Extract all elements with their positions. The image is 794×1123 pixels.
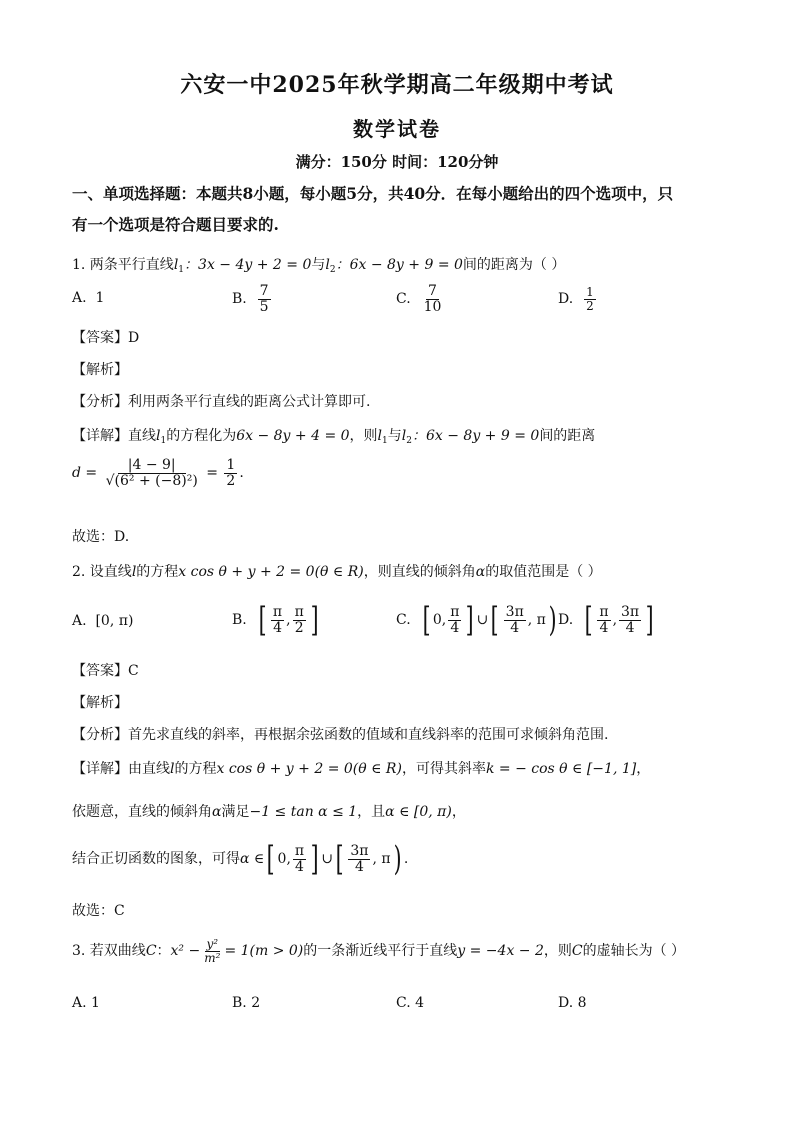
- q1-l1: l: [173, 257, 179, 273]
- q2-suffix2: 的取值范围是（ ）: [485, 564, 602, 580]
- q2-line2-ineq: −1 ≤ tan α ≤ 1: [249, 804, 358, 820]
- q2-detail-prefix: 【详解】由直线: [72, 761, 170, 777]
- q1-analysis-label: 【解析】: [72, 362, 128, 378]
- q1-option-c-frac: $\frac{7}{10}$: [423, 283, 442, 315]
- q2-option-c-rb1: ]: [466, 600, 475, 640]
- q2-option-c-pi: , π: [527, 612, 546, 628]
- q2-detail-end: ，: [636, 761, 651, 777]
- q2-option-c-rb2: ): [548, 600, 557, 640]
- q2-option-c-f2: $\frac{3\pi}{4}$: [505, 603, 524, 636]
- q3-line: y = −4x − 2: [457, 943, 544, 960]
- q3-colon: ：: [156, 943, 171, 960]
- q1-formula-eq: =: [206, 465, 218, 482]
- q3-eq-rest: = 1(m > 0): [224, 943, 304, 960]
- q1-formula-end: .: [239, 465, 244, 482]
- q2-line3-lb: [: [266, 839, 275, 879]
- q2-detail-eq: x cos θ + y + 2 = 0: [216, 761, 353, 777]
- q2-option-d[interactable]: [558, 600, 656, 640]
- q2-line3-rb2: ): [393, 839, 402, 879]
- q2-analysis-label: 【解析】: [72, 695, 128, 711]
- q1-l1-sub: 1: [178, 265, 185, 275]
- q1-mid: 与: [311, 257, 326, 273]
- q1-formula-frac: $\frac{|4 - 9|}{\text{√(6² + (−8)²)}}$: [105, 457, 198, 489]
- q2-detail-cond: (θ ∈ R): [352, 761, 402, 777]
- q2-line3-f1: $\frac{\pi}{4}$: [294, 842, 305, 875]
- q2-option-d-rb: ]: [645, 600, 654, 640]
- q1-l2: l: [325, 257, 330, 273]
- q2-line3-lb2: [: [335, 839, 344, 879]
- q2-line3-cup: ∪: [321, 851, 334, 867]
- q2-line2-then: ，且: [357, 804, 386, 820]
- q1-option-c[interactable]: [396, 284, 445, 314]
- q2-option-c-zero: 0,: [432, 612, 447, 628]
- q2-option-d-f2: $\frac{3\pi}{4}$: [621, 603, 640, 636]
- q1-detail-eq2: ：6x − 8y + 9 = 0: [411, 428, 540, 444]
- q3-eq-frac: $\frac{\text{y²}}{\text{m²}}$: [204, 937, 221, 965]
- q1-detail-mid: 的方程化为: [166, 428, 237, 444]
- q2-answer: 【答案】C: [72, 663, 139, 679]
- q1-option-b-label: B.: [232, 291, 247, 308]
- q2-option-c-f1: $\frac{\pi}{4}$: [450, 603, 460, 636]
- q3-eq-x: x² −: [170, 943, 201, 960]
- q1-option-c-label: C.: [396, 291, 411, 308]
- q2-line3-pi: , π: [372, 851, 391, 867]
- q2-line2-range: α ∈ [0, π): [385, 804, 452, 820]
- q3-prefix: 3. 若双曲线: [72, 943, 146, 960]
- q1-formula-result: $\frac{1}{2}$: [226, 457, 236, 489]
- q1-detail-l1: l: [377, 428, 383, 444]
- q2-fenxi: 【分析】首先求直线的斜率，再根据余弦函数的值域和直线斜率的范围可求倾斜角范围.: [72, 727, 609, 743]
- q2-detail-line1: [72, 758, 650, 778]
- q3-option-b[interactable]: B. 2: [232, 995, 261, 1011]
- exam-title: 六安一中2025年秋学期高二年级期中考试: [180, 72, 614, 98]
- q2-mid: 的方程: [136, 564, 179, 580]
- q1-l2-sub: 2: [329, 265, 336, 275]
- q1-detail-l1-sub: 1: [382, 436, 388, 446]
- q2-option-b-comma: ,: [286, 612, 291, 628]
- q2-option-c[interactable]: [396, 600, 559, 640]
- q2-detail-mid: 的方程: [174, 761, 217, 777]
- q1-option-b-frac: $\frac{7}{5}$: [259, 283, 269, 315]
- q3-then: ，则: [543, 943, 572, 960]
- q1-detail-prefix: 【详解】直线: [72, 428, 156, 444]
- q1-detail-then: ，则: [349, 428, 378, 444]
- q1-detail-l2-sub: 2: [406, 436, 412, 446]
- q3-stem: [72, 938, 685, 964]
- q2-detail-l: l: [170, 761, 175, 777]
- q2-option-d-lb: [: [584, 600, 593, 640]
- q2-line3-end: .: [403, 851, 409, 867]
- q1-answer: 【答案】D: [72, 330, 140, 346]
- q2-line2-mid: 满足: [221, 804, 250, 820]
- q3-mid: 的一条渐近线平行于直线: [303, 943, 458, 960]
- q2-stem: [72, 561, 602, 581]
- q1-option-a-value: 1: [95, 290, 105, 306]
- q1-detail-and: 与: [387, 428, 402, 444]
- q1-eq1: ：3x − 4y + 2 = 0: [184, 257, 312, 273]
- q1-detail: [72, 425, 595, 446]
- q1-option-b[interactable]: [232, 284, 273, 314]
- q1-option-d-frac: $\frac{1}{2}$: [586, 285, 594, 313]
- q2-line2-prefix: 依题意，直线的倾斜角: [72, 804, 212, 820]
- q2-option-c-cup: ∪: [476, 612, 489, 628]
- q2-option-a-value: [0, π): [95, 613, 134, 629]
- section-heading-line1: 一、单项选择题：本题共8小题，每小题5分，共40分．在每小题给出的四个选项中，只: [72, 184, 674, 203]
- q2-line3-rb: ]: [310, 839, 319, 879]
- q2-detail-then: ，可得其斜率: [401, 761, 486, 777]
- exam-subtitle: 数学试卷: [353, 117, 441, 141]
- q1-eq2: ：6x − 8y + 9 = 0: [335, 257, 463, 273]
- q2-option-b[interactable]: [232, 600, 321, 640]
- q1-suffix: 间的距离为（ ）: [462, 257, 566, 273]
- q2-option-b-lb: [: [258, 600, 267, 640]
- q2-option-a-label: A.: [72, 613, 87, 629]
- q1-option-d-label: D.: [558, 291, 574, 308]
- q2-detail-k: k = − cos θ ∈ [−1, 1]: [485, 761, 637, 777]
- q1-stem: [72, 254, 565, 275]
- q2-line3-f2: $\frac{3\pi}{4}$: [350, 842, 369, 875]
- q1-choice: 故选：D.: [72, 529, 130, 545]
- q2-option-d-comma: ,: [612, 612, 618, 628]
- q3-c2: C: [571, 943, 583, 960]
- q1-option-a-label: A.: [72, 290, 87, 306]
- q2-detail-line3: [72, 839, 409, 879]
- q1-detail-sub: 1: [160, 436, 167, 446]
- q1-detail-eq: 6x − 8y + 4 = 0: [236, 428, 350, 444]
- q2-option-d-label: D.: [558, 612, 574, 628]
- q1-detail-suffix: 间的距离: [539, 428, 596, 444]
- q2-choice: 故选：C: [72, 903, 125, 919]
- section-heading-line2: 有一个选项是符合题目要求的.: [72, 215, 279, 234]
- q2-line3-prefix: 结合正切函数的图象，可得: [72, 851, 240, 867]
- q2-option-b-f2: $\frac{\pi}{2}$: [294, 603, 304, 636]
- q2-alpha: α: [475, 564, 486, 580]
- q2-option-c-lb2: [: [491, 600, 500, 640]
- q2-detail-line2: [72, 801, 466, 821]
- q3-option-c[interactable]: C. 4: [396, 995, 425, 1011]
- q3-option-d[interactable]: D. 8: [558, 995, 587, 1011]
- q3-suffix: 的虚轴长为（ ）: [582, 943, 686, 960]
- q2-option-a[interactable]: [72, 613, 133, 629]
- q1-formula-lhs: d =: [72, 465, 98, 482]
- q1-prefix: 1. 两条平行直线: [72, 257, 174, 273]
- q1-detail-l: l: [156, 428, 161, 444]
- q2-option-d-f1: $\frac{\pi}{4}$: [599, 603, 609, 636]
- q1-detail-l2: l: [401, 428, 407, 444]
- q2-l: l: [131, 564, 137, 580]
- q3-option-a[interactable]: A. 1: [72, 995, 100, 1011]
- q2-line3-zero: 0,: [277, 851, 291, 867]
- q2-eq: x cos θ + y + 2 = 0: [178, 564, 315, 580]
- q2-prefix: 2. 设直线: [72, 564, 132, 580]
- q2-line2-end: ，: [451, 804, 466, 820]
- q2-option-c-label: C.: [396, 612, 411, 628]
- q2-line3-alpha: α ∈: [240, 851, 265, 867]
- q2-cond: (θ ∈ R): [314, 564, 364, 580]
- q1-option-a[interactable]: [72, 290, 104, 306]
- q1-option-d[interactable]: [558, 286, 598, 312]
- exam-meta: 满分：150分 时间：120分钟: [295, 153, 499, 171]
- q2-option-b-rb: ]: [310, 600, 319, 640]
- q3-c: C: [145, 943, 157, 960]
- q2-line2-alpha: α: [212, 804, 222, 820]
- q1-distance-formula: [72, 458, 244, 488]
- q2-option-b-f1: $\frac{\pi}{4}$: [272, 603, 283, 636]
- q2-option-b-label: B.: [232, 612, 247, 628]
- q1-fenxi: 【分析】利用两条平行直线的距离公式计算即可.: [72, 394, 371, 410]
- q2-option-c-lb: [: [422, 600, 431, 640]
- q2-suffix: ，则直线的倾斜角: [363, 564, 476, 580]
